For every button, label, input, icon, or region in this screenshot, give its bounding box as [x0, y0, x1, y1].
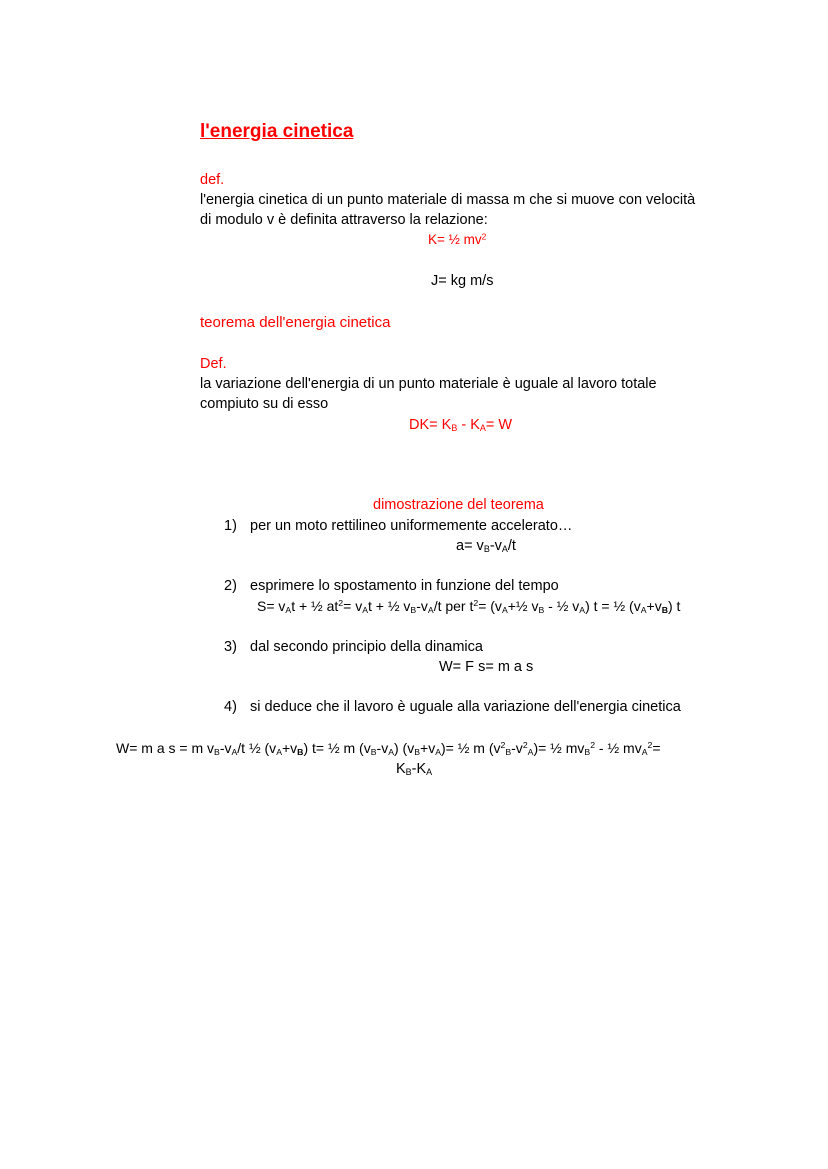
kinetic-energy-formula: K= ½ $mv^2$	[428, 231, 487, 247]
work-formula: W= F s= m a s	[439, 659, 534, 675]
definition-text-line1: l'energia cinetica di un punto materiale di massa m che si muove con velocità	[200, 192, 696, 208]
page-title: l'energia cinetica	[200, 121, 354, 142]
proof-step-2: 2) esprimere lo spostamento in funzione del tempo	[224, 578, 559, 594]
proof-step-4: 4) si deduce che il lavoro è uguale alla variazione dell'energia cinetica	[224, 699, 681, 715]
proof-step-3: 3) dal secondo principio della dinamica	[224, 639, 483, 655]
final-derivation-line1: W= m a s = m $v_B-v_A/t$ ½ $(v_A+v_B)$ t= ½ m $(v_B-v_A)$ $(v_B+v_A)=$ ½ m $(v^2_B-v^2_A)=$ ½ $mv_B^2$ - ½ $mv_A^2=$	[116, 740, 661, 758]
displacement-formula: $S= v_At$ + ½ $at^2= v_At$ + ½ $v_B-v_A/t$ per $t^2=$ ($v_A+\frac{1}{2}$ $v_B$ - ½ $v_A$) t = ½ $(v_A+v_B)$ t	[257, 598, 681, 616]
proof-step-1: 1) per un moto rettilineo uniformemente accelerato…	[224, 518, 573, 534]
theorem-heading: teorema dell'energia cinetica	[200, 314, 391, 331]
theorem-text-line1: la variazione dell'energia di un punto materiale è uguale al lavoro totale	[200, 376, 657, 392]
theorem-def-label: Def.	[200, 356, 227, 372]
final-derivation-line2: $K_B-K_A$	[396, 761, 433, 778]
acceleration-formula: $a= v_B-v_A/t$	[456, 538, 516, 555]
proof-heading: dimostrazione del teorema	[373, 497, 544, 513]
theorem-formula: $DK= K_B - K_A= W$	[409, 417, 513, 434]
def-label: def.	[200, 172, 225, 188]
definition-text-line2: di modulo v è definita attraverso la relazione:	[200, 212, 488, 228]
units-formula: J= kg m/s	[431, 273, 494, 289]
theorem-text-line2: compiuto su di esso	[200, 396, 329, 412]
